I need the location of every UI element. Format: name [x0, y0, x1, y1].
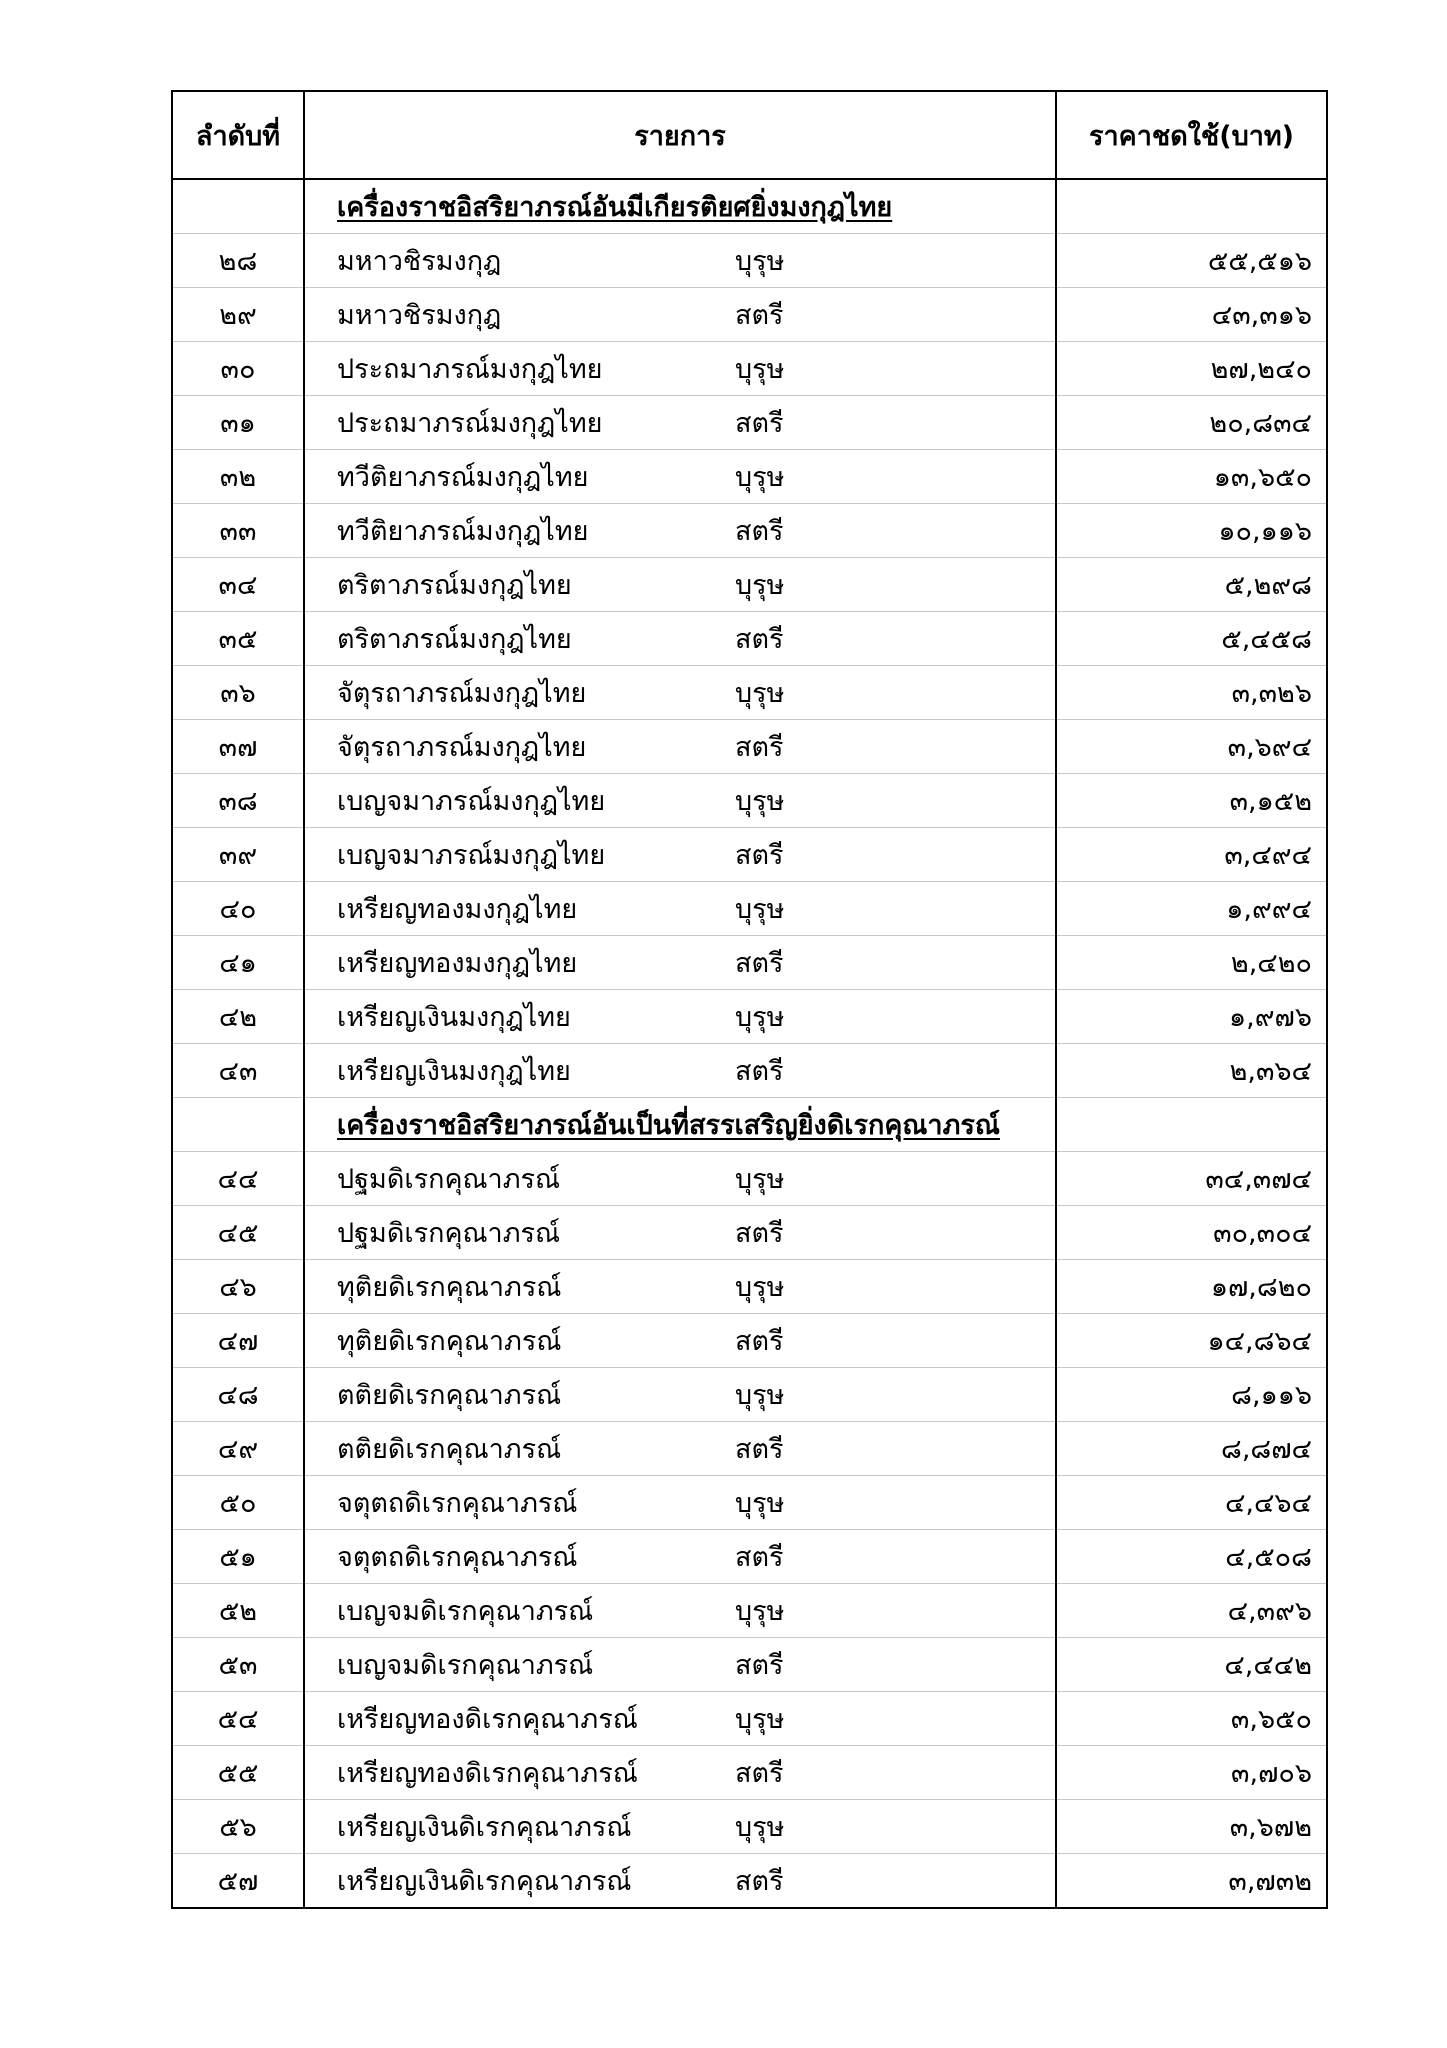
row-price: ๓,๗๐๖ [1056, 1746, 1327, 1800]
table-row [172, 720, 1327, 774]
row-item [304, 666, 1056, 720]
row-price: ๑๗,๘๒๐ [1056, 1260, 1327, 1314]
item-gender: บุรุษ [735, 1704, 785, 1735]
item-name: ตริตาภรณ์มงกุฎไทย [337, 570, 572, 601]
table-row [172, 1854, 1327, 1909]
row-item [304, 558, 1056, 612]
row-price: ๕,๔๕๘ [1056, 612, 1327, 666]
row-item [304, 504, 1056, 558]
item-gender: บุรุษ [735, 570, 785, 601]
row-number: ๓๖ [172, 666, 304, 720]
row-item [304, 1422, 1056, 1476]
section-title: เครื่องราชอิสริยาภรณ์อันเป็นที่สรรเสริญยิ่งดิเรกคุณาภรณ์ [304, 1098, 1056, 1152]
row-item [304, 1314, 1056, 1368]
item-name: ปฐมดิเรกคุณาภรณ์ [337, 1164, 561, 1195]
table-row [172, 1422, 1327, 1476]
row-item [304, 1854, 1056, 1909]
row-price: ๑๔,๘๖๔ [1056, 1314, 1327, 1368]
table-row [172, 1692, 1327, 1746]
row-price: ๔,๔๔๒ [1056, 1638, 1327, 1692]
row-item [304, 288, 1056, 342]
row-item [304, 828, 1056, 882]
row-number: ๓๘ [172, 774, 304, 828]
row-number: ๕๖ [172, 1800, 304, 1854]
item-name: ทุติยดิเรกคุณาภรณ์ [337, 1272, 562, 1303]
row-item [304, 342, 1056, 396]
item-name: ปฐมดิเรกคุณาภรณ์ [337, 1218, 561, 1249]
row-item [304, 936, 1056, 990]
table-row [172, 450, 1327, 504]
row-price: ๒,๓๖๔ [1056, 1044, 1327, 1098]
row-price: ๒๐,๘๓๔ [1056, 396, 1327, 450]
row-item [304, 1368, 1056, 1422]
row-number: ๕๒ [172, 1584, 304, 1638]
table-row [172, 990, 1327, 1044]
row-price: ๓,๖๕๐ [1056, 1692, 1327, 1746]
table-row [172, 612, 1327, 666]
item-name: เหรียญทองดิเรกคุณาภรณ์ [337, 1758, 638, 1789]
item-name: เหรียญทองมงกุฎไทย [337, 894, 578, 925]
item-name: เบญจมดิเรกคุณาภรณ์ [337, 1596, 594, 1627]
item-gender: สตรี [735, 1650, 784, 1681]
item-name: เหรียญเงินมงกุฎไทย [337, 1002, 571, 1033]
row-price: ๓,๗๓๒ [1056, 1854, 1327, 1909]
row-price: ๘,๘๗๔ [1056, 1422, 1327, 1476]
item-name: ตริตาภรณ์มงกุฎไทย [337, 624, 572, 655]
row-number: ๓๙ [172, 828, 304, 882]
row-price: ๔,๕๐๘ [1056, 1530, 1327, 1584]
item-gender: สตรี [735, 1218, 784, 1249]
row-item [304, 234, 1056, 288]
row-number: ๓๐ [172, 342, 304, 396]
table-row [172, 558, 1327, 612]
table-row [172, 1800, 1327, 1854]
row-price: ๓๔,๓๗๔ [1056, 1152, 1327, 1206]
table-row [172, 1530, 1327, 1584]
header-price: ราคาชดใช้(บาท) [1056, 91, 1327, 179]
item-gender: บุรุษ [735, 1272, 785, 1303]
item-name: ประถมาภรณ์มงกุฎไทย [337, 354, 603, 385]
item-gender: สตรี [735, 1758, 784, 1789]
row-item [304, 1530, 1056, 1584]
row-number: ๕๑ [172, 1530, 304, 1584]
item-name: เหรียญเงินดิเรกคุณาภรณ์ [337, 1812, 632, 1843]
price-table [171, 90, 1328, 1909]
item-name: ทวีติยาภรณ์มงกุฎไทย [337, 516, 589, 547]
item-name: มหาวชิรมงกุฎ [337, 300, 502, 331]
row-number: ๔๘ [172, 1368, 304, 1422]
table-row [172, 396, 1327, 450]
row-item [304, 1206, 1056, 1260]
row-item [304, 1152, 1056, 1206]
item-name: เบญจมดิเรกคุณาภรณ์ [337, 1650, 594, 1681]
item-name: ทวีติยาภรณ์มงกุฎไทย [337, 462, 589, 493]
item-name: มหาวชิรมงกุฎ [337, 246, 502, 277]
table-row [172, 1260, 1327, 1314]
row-number: ๕๗ [172, 1854, 304, 1909]
row-item [304, 774, 1056, 828]
row-price: ๓,๔๙๔ [1056, 828, 1327, 882]
item-gender: บุรุษ [735, 1488, 785, 1519]
item-gender: สตรี [735, 624, 784, 655]
item-gender: บุรุษ [735, 1164, 785, 1195]
item-name: เหรียญเงินดิเรกคุณาภรณ์ [337, 1866, 632, 1897]
item-gender: บุรุษ [735, 1596, 785, 1627]
row-number: ๔๒ [172, 990, 304, 1044]
row-price: ๑,๙๗๖ [1056, 990, 1327, 1044]
item-gender: สตรี [735, 1434, 784, 1465]
item-name: จัตุรถาภรณ์มงกุฎไทย [337, 678, 587, 709]
section-number-cell [172, 1098, 304, 1152]
section-row [172, 179, 1327, 234]
item-name: ตติยดิเรกคุณาภรณ์ [337, 1434, 562, 1465]
row-number: ๓๑ [172, 396, 304, 450]
row-price: ๓,๖๙๔ [1056, 720, 1327, 774]
table-row [172, 1746, 1327, 1800]
item-name: ประถมาภรณ์มงกุฎไทย [337, 408, 603, 439]
item-name: จัตุรถาภรณ์มงกุฎไทย [337, 732, 587, 763]
item-gender: สตรี [735, 840, 784, 871]
row-item [304, 1746, 1056, 1800]
row-number: ๕๕ [172, 1746, 304, 1800]
row-price: ๔๓,๓๑๖ [1056, 288, 1327, 342]
row-number: ๔๙ [172, 1422, 304, 1476]
row-price: ๓๐,๓๐๔ [1056, 1206, 1327, 1260]
header-row [172, 91, 1327, 179]
row-number: ๒๘ [172, 234, 304, 288]
header-item: รายการ [304, 91, 1056, 179]
table-row [172, 666, 1327, 720]
item-gender: สตรี [735, 732, 784, 763]
table-row [172, 504, 1327, 558]
item-gender: สตรี [735, 1326, 784, 1357]
item-gender: บุรุษ [735, 246, 785, 277]
table-row [172, 1206, 1327, 1260]
table-row [172, 288, 1327, 342]
item-name: เหรียญทองมงกุฎไทย [337, 948, 578, 979]
table-row [172, 1584, 1327, 1638]
table-row [172, 1152, 1327, 1206]
item-gender: บุรุษ [735, 894, 785, 925]
item-name: เหรียญเงินมงกุฎไทย [337, 1056, 571, 1087]
row-item [304, 882, 1056, 936]
table-row [172, 774, 1327, 828]
table-row [172, 882, 1327, 936]
row-number: ๕๓ [172, 1638, 304, 1692]
row-price: ๒๗,๒๔๐ [1056, 342, 1327, 396]
row-item [304, 396, 1056, 450]
item-name: เบญจมาภรณ์มงกุฎไทย [337, 786, 606, 817]
row-item [304, 1044, 1056, 1098]
row-item [304, 450, 1056, 504]
row-number: ๕๔ [172, 1692, 304, 1746]
row-number: ๔๕ [172, 1206, 304, 1260]
section-row [172, 1098, 1327, 1152]
row-price: ๓,๖๗๒ [1056, 1800, 1327, 1854]
row-price: ๑๐,๑๑๖ [1056, 504, 1327, 558]
item-gender: บุรุษ [735, 786, 785, 817]
row-price: ๑๓,๖๕๐ [1056, 450, 1327, 504]
row-number: ๕๐ [172, 1476, 304, 1530]
item-name: จตุตถดิเรกคุณาภรณ์ [337, 1488, 578, 1519]
row-item [304, 720, 1056, 774]
table-row [172, 1044, 1327, 1098]
item-gender: สตรี [735, 1866, 784, 1897]
row-price: ๕๕,๕๑๖ [1056, 234, 1327, 288]
item-name: เหรียญทองดิเรกคุณาภรณ์ [337, 1704, 638, 1735]
table-header [172, 91, 1327, 179]
row-item [304, 1584, 1056, 1638]
table-row [172, 234, 1327, 288]
row-price: ๔,๔๖๔ [1056, 1476, 1327, 1530]
section-price-cell [1056, 1098, 1327, 1152]
item-name: ทุติยดิเรกคุณาภรณ์ [337, 1326, 562, 1357]
item-gender: สตรี [735, 1056, 784, 1087]
row-price: ๘,๑๑๖ [1056, 1368, 1327, 1422]
section-title: เครื่องราชอิสริยาภรณ์อันมีเกียรติยศยิ่งมงกุฎไทย [304, 179, 1056, 234]
row-item [304, 1476, 1056, 1530]
row-number: ๔๑ [172, 936, 304, 990]
item-gender: บุรุษ [735, 1380, 785, 1411]
row-number: ๓๕ [172, 612, 304, 666]
row-item [304, 1260, 1056, 1314]
row-number: ๓๗ [172, 720, 304, 774]
table-row [172, 936, 1327, 990]
section-number-cell [172, 179, 304, 234]
item-name: จตุตถดิเรกคุณาภรณ์ [337, 1542, 578, 1573]
item-gender: สตรี [735, 300, 784, 331]
row-number: ๓๒ [172, 450, 304, 504]
row-item [304, 612, 1056, 666]
item-gender: บุรุษ [735, 678, 785, 709]
item-name: ตติยดิเรกคุณาภรณ์ [337, 1380, 562, 1411]
table-row [172, 1314, 1327, 1368]
row-price: ๕,๒๙๘ [1056, 558, 1327, 612]
table-row [172, 342, 1327, 396]
row-price: ๔,๓๙๖ [1056, 1584, 1327, 1638]
row-number: ๔๓ [172, 1044, 304, 1098]
row-item [304, 1692, 1056, 1746]
item-gender: บุรุษ [735, 354, 785, 385]
row-item [304, 1800, 1056, 1854]
table-row [172, 1476, 1327, 1530]
row-number: ๓๓ [172, 504, 304, 558]
row-number: ๒๙ [172, 288, 304, 342]
item-gender: บุรุษ [735, 1812, 785, 1843]
row-number: ๔๗ [172, 1314, 304, 1368]
row-price: ๓,๑๕๒ [1056, 774, 1327, 828]
row-number: ๓๔ [172, 558, 304, 612]
table-row [172, 828, 1327, 882]
item-gender: สตรี [735, 408, 784, 439]
table-body [172, 179, 1327, 1908]
item-gender: สตรี [735, 516, 784, 547]
item-name: เบญจมาภรณ์มงกุฎไทย [337, 840, 606, 871]
row-item [304, 990, 1056, 1044]
header-number: ลำดับที่ [172, 91, 304, 179]
row-number: ๔๖ [172, 1260, 304, 1314]
table-row [172, 1368, 1327, 1422]
section-price-cell [1056, 179, 1327, 234]
item-gender: บุรุษ [735, 1002, 785, 1033]
row-number: ๔๔ [172, 1152, 304, 1206]
row-item [304, 1638, 1056, 1692]
row-number: ๔๐ [172, 882, 304, 936]
item-gender: สตรี [735, 1542, 784, 1573]
item-gender: สตรี [735, 948, 784, 979]
item-gender: บุรุษ [735, 462, 785, 493]
row-price: ๓,๓๒๖ [1056, 666, 1327, 720]
table-row [172, 1638, 1327, 1692]
row-price: ๒,๔๒๐ [1056, 936, 1327, 990]
row-price: ๑,๙๙๔ [1056, 882, 1327, 936]
